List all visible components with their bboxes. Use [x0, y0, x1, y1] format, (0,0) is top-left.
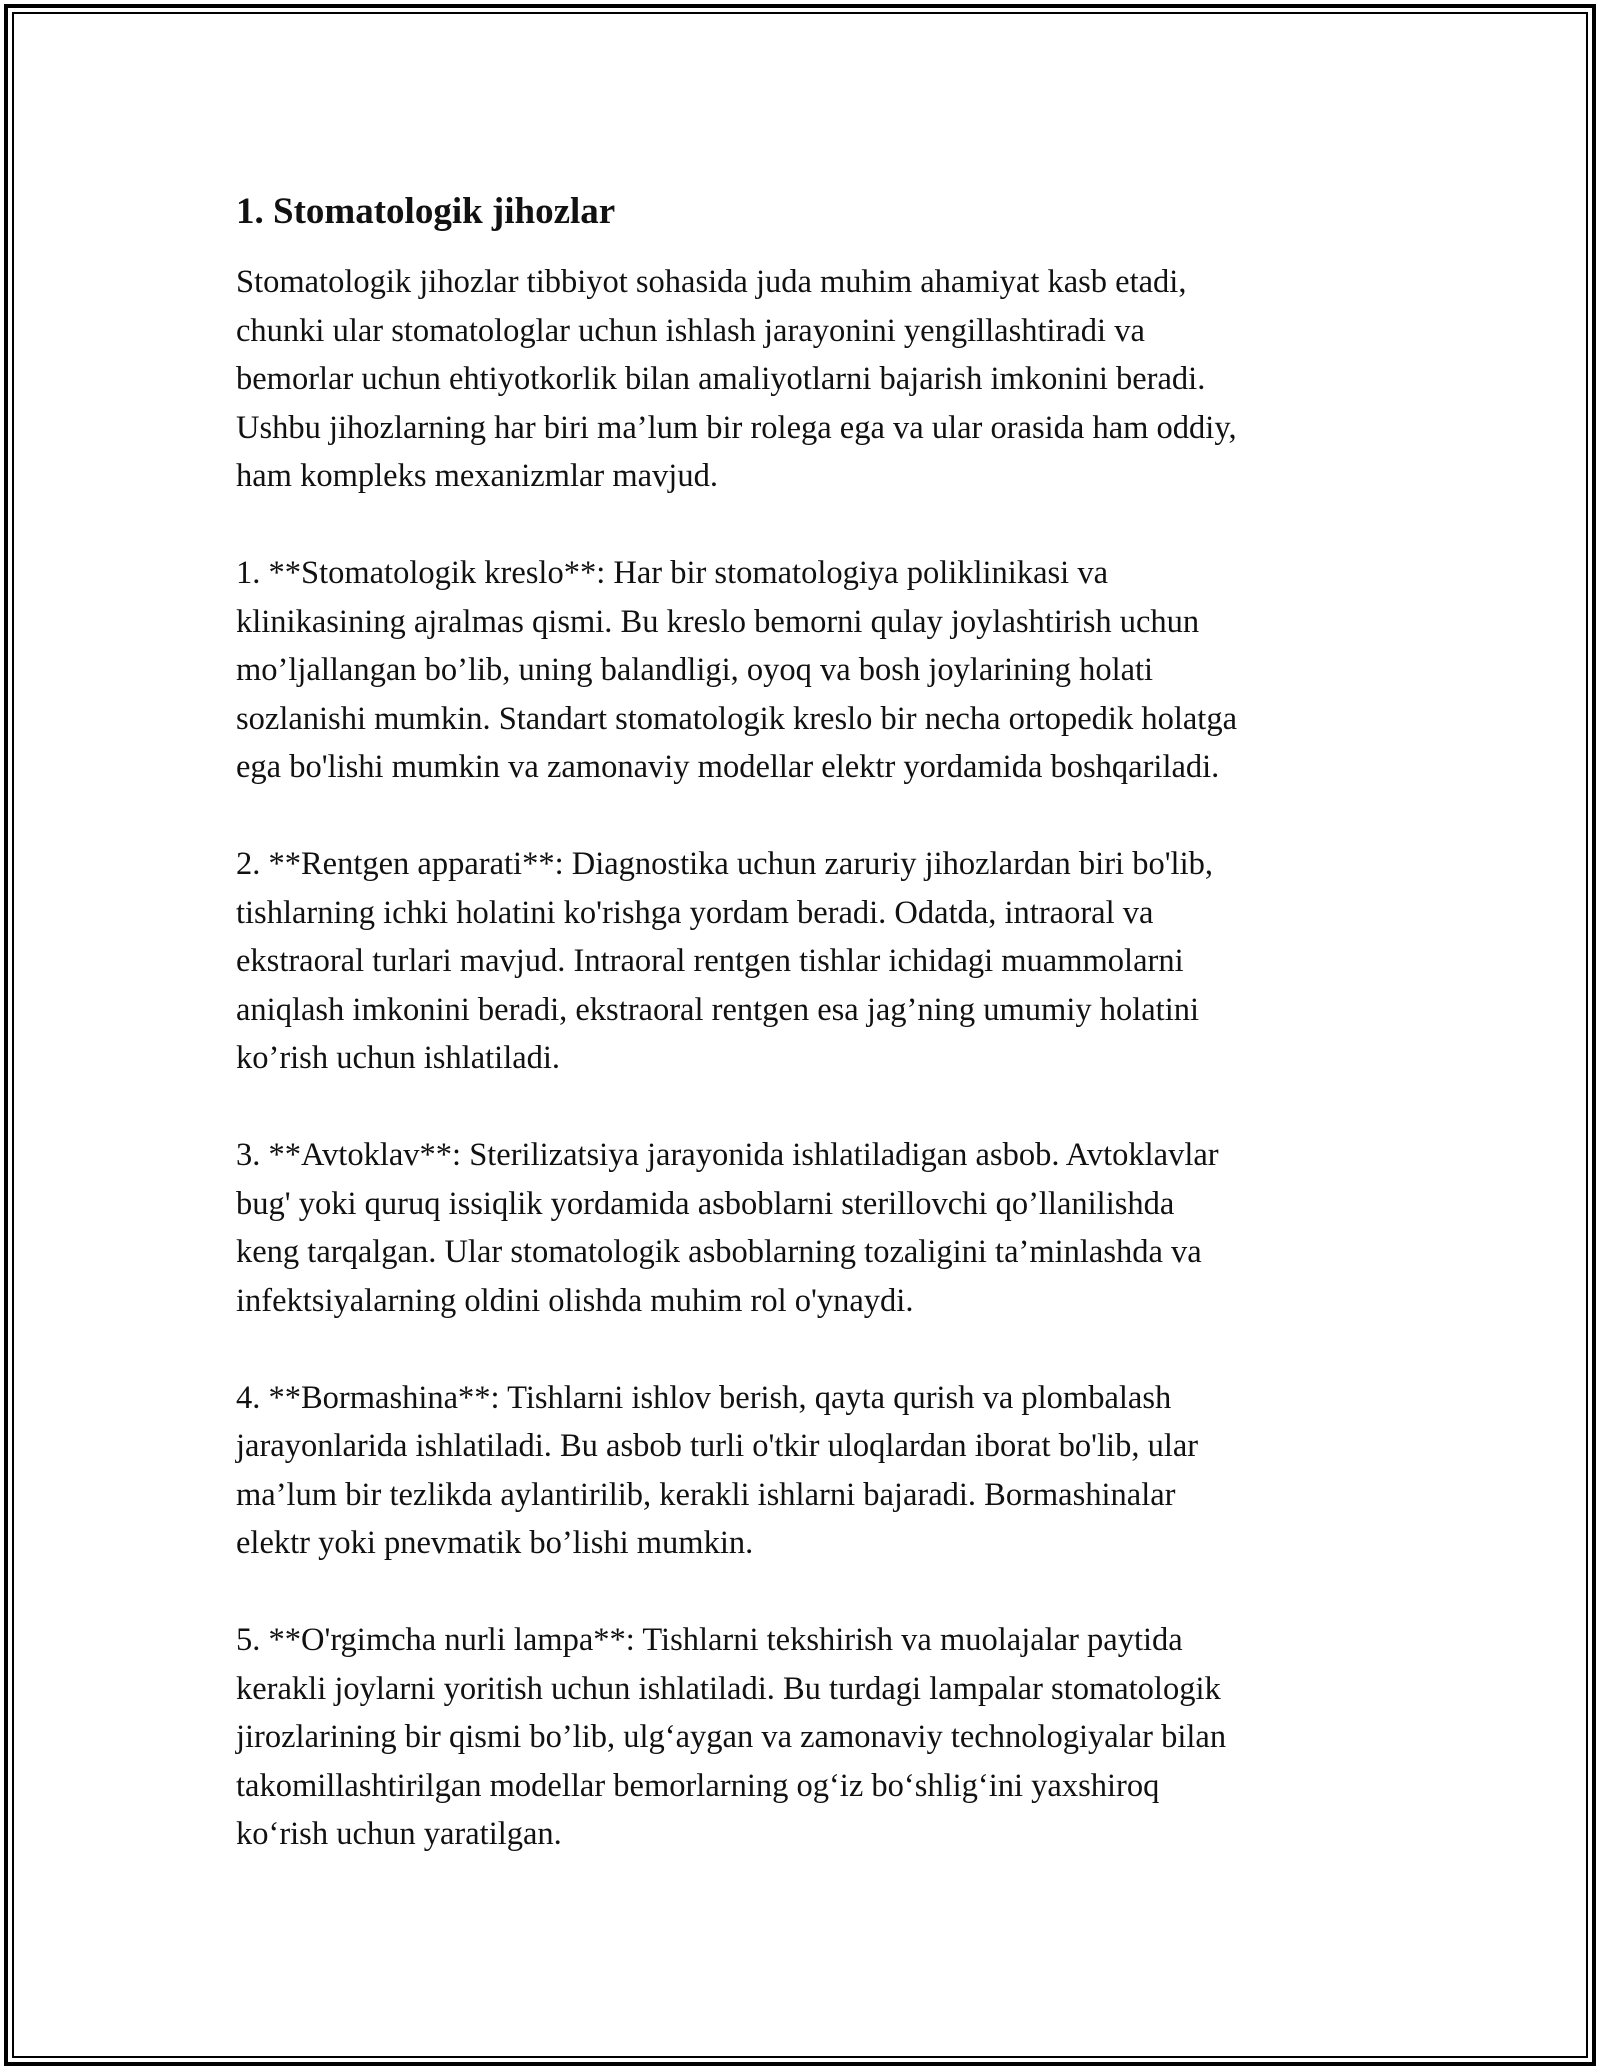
document-body — [236, 186, 1406, 1907]
text-line: chunki ular stomatologlar uchun ishlash jarayonini yengillashtiradi va — [236, 312, 1145, 349]
section-heading: 1. Stomatologik jihozlar — [236, 191, 616, 232]
item-dental-chair — [236, 549, 1406, 792]
text-line: 1. **Stomatologik kreslo**: Har bir stomatologiya poliklinikasi va — [236, 555, 1108, 591]
text-line: aniqlash imkonini beradi, ekstraoral rentgen esa jag’ning umumiy holatini — [236, 991, 1200, 1028]
text-line: Stomatologik jihozlar tibbiyot sohasida juda muhim ahamiyat kasb etadi, — [236, 264, 1187, 300]
text-line: sozlanishi mumkin. Standart stomatologik kreslo bir necha ortopedik holatga — [236, 700, 1237, 737]
text-line: ekstraoral turlari mavjud. Intraoral rentgen tishlar ichidagi muammolarni — [236, 943, 1184, 979]
item-xray-apparatus — [236, 840, 1406, 1083]
text-line: klinikasining ajralmas qismi. Bu kreslo bemorni qulay joylashtirish uchun — [236, 603, 1200, 640]
text-line: elektr yoki pnevmatik bo’lishi mumkin. — [236, 1525, 754, 1561]
text-line: ham kompleks mexanizmlar mavjud. — [236, 458, 718, 494]
text-line: ko’rish uchun ishlatiladi. — [236, 1040, 561, 1076]
text-line: infektsiyalarning oldini olishda muhim rol o'ynaydi. — [236, 1282, 914, 1319]
text-line: 2. **Rentgen apparati**: Diagnostika uchun zaruriy jihozlardan biri bo'lib, — [236, 846, 1213, 882]
text-line: bug' yoki quruq issiqlik yordamida asboblarni sterillovchi qo’llanilishda — [236, 1185, 1175, 1222]
text-line: 3. **Avtoklav**: Sterilizatsiya jarayonida ishlatiladigan asbob. Avtoklavlar — [236, 1137, 1219, 1173]
text-line: 4. **Bormashina**: Tishlarni ishlov berish, qayta qurish va plombalash — [236, 1379, 1172, 1416]
item-autoclave — [236, 1131, 1406, 1325]
text-line: Ushbu jihozlarning har biri ma’lum bir rolega ega va ular orasida ham oddiy, — [236, 409, 1237, 446]
text-line: jirozlarining bir qismi bo’lib, ulg‘aygan va zamonaviy technologiyalar bilan — [236, 1719, 1227, 1755]
item-drill — [236, 1374, 1406, 1568]
intro-paragraph — [236, 258, 1406, 501]
text-line: keng tarqalgan. Ular stomatologik asboblarning tozaligini ta’minlashda va — [236, 1234, 1202, 1270]
text-line: kerakli joylarni yoritish uchun ishlatiladi. Bu turdagi lampalar stomatologik — [236, 1670, 1221, 1707]
text-line: ma’lum bir tezlikda aylantirilib, kerakli ishlarni bajaradi. Bormashinalar — [236, 1476, 1176, 1513]
text-line: tishlarning ichki holatini ko'rishga yordam beradi. Odatda, intraoral va — [236, 894, 1154, 931]
text-line: ega bo'lishi mumkin va zamonaviy modellar elektr yordamida boshqariladi. — [236, 749, 1220, 785]
text-line: 5. **O'rgimcha nurli lampa**: Tishlarni tekshirish va muolajalar paytida — [236, 1622, 1183, 1658]
text-line: ko‘rish uchun yaratilgan. — [236, 1816, 562, 1852]
item-lamp — [236, 1616, 1406, 1859]
text-line: jarayonlarida ishlatiladi. Bu asbob turli o'tkir uloqlardan iborat bo'lib, ular — [236, 1428, 1199, 1464]
text-line: bemorlar uchun ehtiyotkorlik bilan amaliyotlarni bajarish imkonini beradi. — [236, 361, 1206, 397]
text-line: takomillashtirilgan modellar bemorlarning og‘iz bo‘shlig‘ini yaxshiroq — [236, 1767, 1160, 1804]
text-line: mo’ljallangan bo’lib, uning balandligi, oyoq va bosh joylarining holati — [236, 652, 1154, 688]
